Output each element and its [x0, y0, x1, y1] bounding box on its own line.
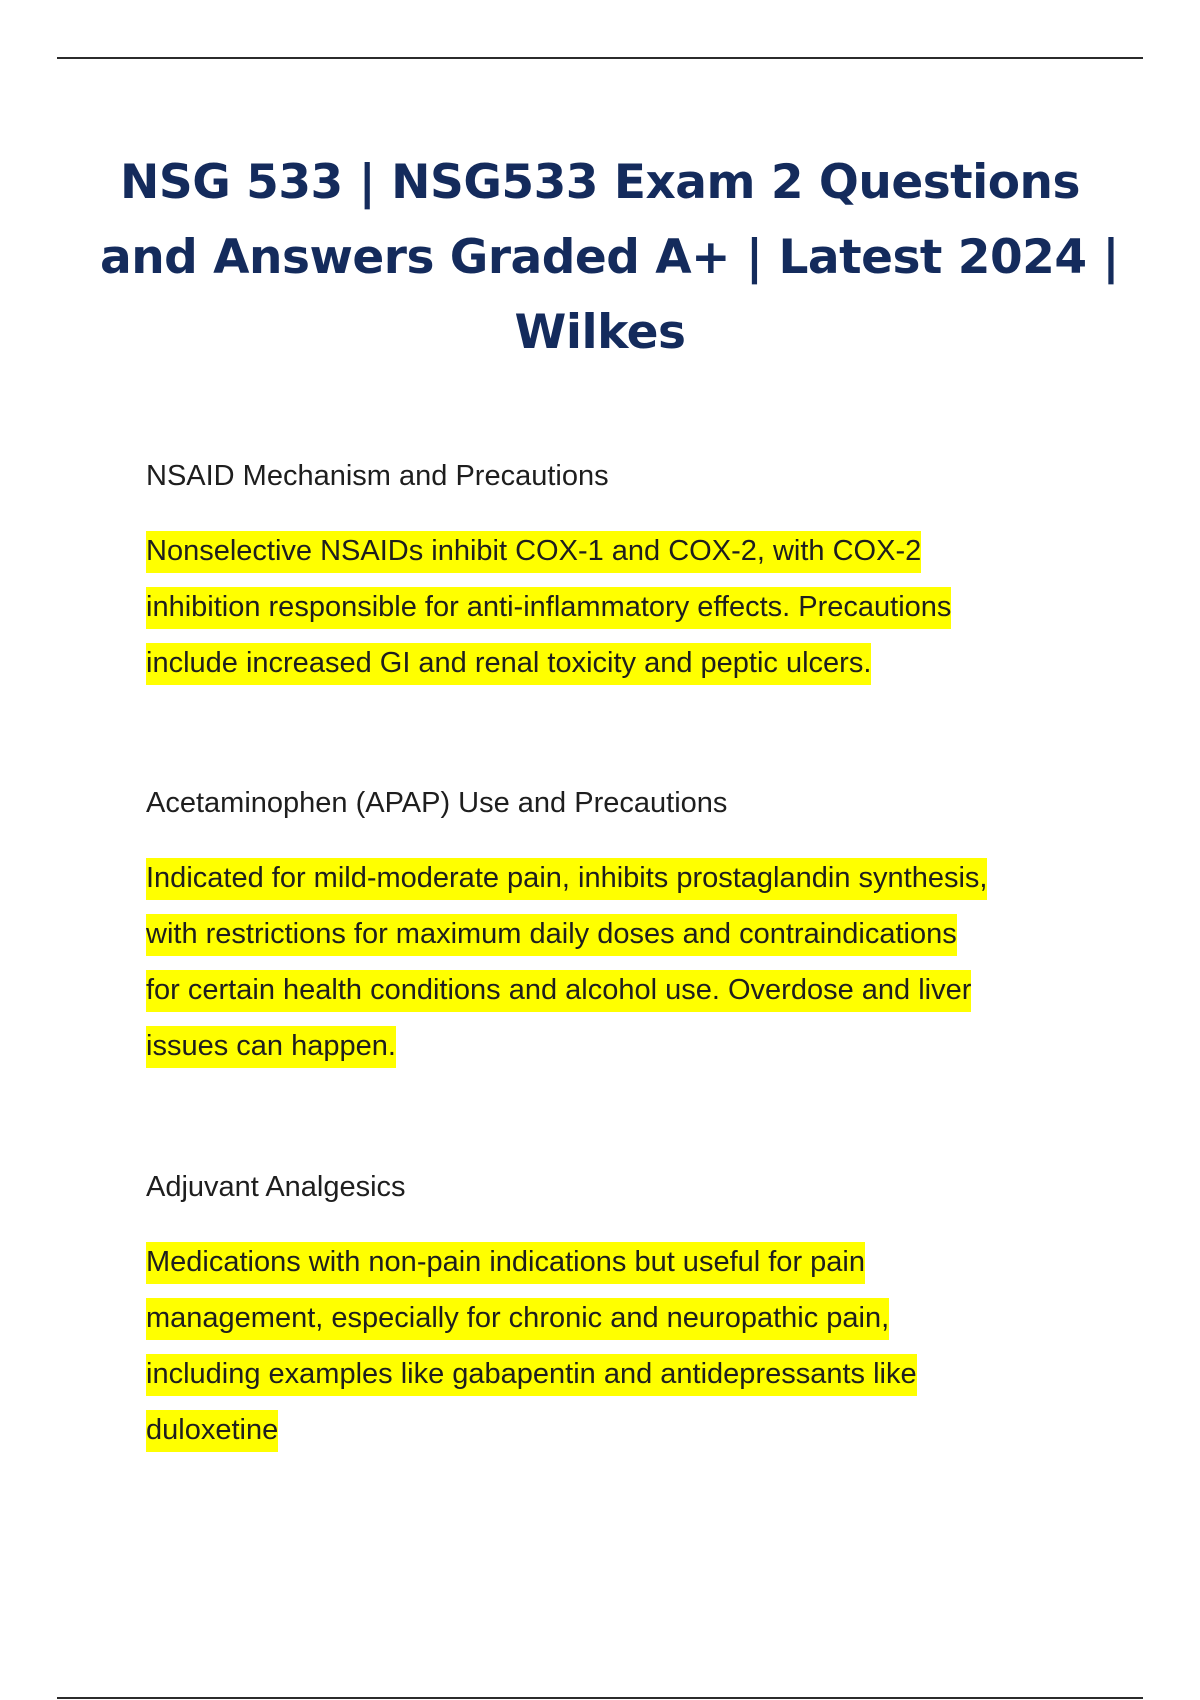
highlighted-line: for certain health conditions and alcohol use. Overdose and liver: [146, 970, 971, 1012]
bottom-divider: [57, 1697, 1143, 1699]
question-term: NSAID Mechanism and Precautions: [146, 460, 609, 492]
highlighted-line: include increased GI and renal toxicity and peptic ulcers.: [146, 643, 871, 685]
answer-text: [146, 850, 1106, 1074]
answer-text: [146, 523, 1106, 691]
title-line: NSG 533 | NSG533 Exam 2 Questions: [120, 155, 1080, 210]
qa-item-acetaminophen: [146, 783, 1106, 1074]
highlighted-line: Nonselective NSAIDs inhibit COX-1 and COX-2, with COX-2: [146, 531, 921, 573]
title-line: Wilkes: [514, 305, 686, 360]
question-term: Acetaminophen (APAP) Use and Precautions: [146, 787, 728, 819]
answer-text: [146, 1234, 1106, 1458]
question-term: Adjuvant Analgesics: [146, 1171, 406, 1203]
highlighted-line: Indicated for mild-moderate pain, inhibits prostaglandin synthesis,: [146, 858, 987, 900]
page-title: [100, 145, 1120, 370]
title-line: and Answers Graded A+ | Latest 2024 |: [100, 230, 1120, 285]
highlighted-line: including examples like gabapentin and antidepressants like: [146, 1354, 917, 1396]
qa-item-adjuvant: [146, 1167, 1106, 1458]
highlighted-line: issues can happen.: [146, 1026, 396, 1068]
highlighted-line: duloxetine: [146, 1410, 278, 1452]
top-divider: [57, 57, 1143, 59]
highlighted-line: Medications with non-pain indications but useful for pain: [146, 1242, 865, 1284]
qa-item-nsaid: [146, 456, 1106, 691]
highlighted-line: inhibition responsible for anti-inflammatory effects. Precautions: [146, 587, 951, 629]
highlighted-line: with restrictions for maximum daily doses and contraindications: [146, 914, 957, 956]
highlighted-line: management, especially for chronic and neuropathic pain,: [146, 1298, 889, 1340]
